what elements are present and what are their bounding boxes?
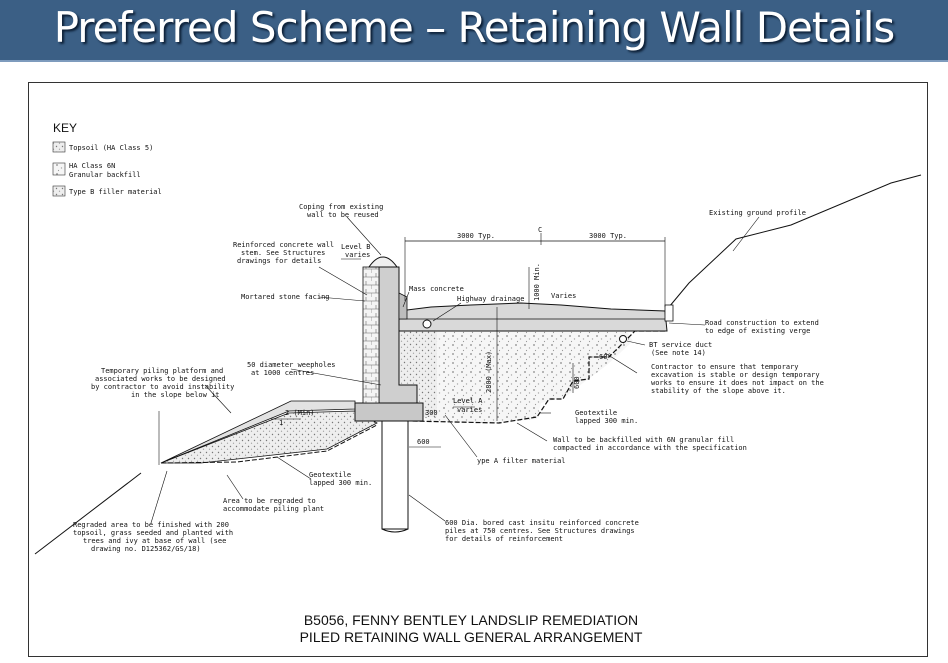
label-piling-platform-4: in the slope below it bbox=[131, 391, 220, 399]
label-dim-1000: 1000 Min. bbox=[533, 263, 541, 301]
label-road-construction-2: to edge of existing verge bbox=[705, 327, 811, 335]
label-regrade-area-1: Area to be regraded to bbox=[223, 497, 316, 505]
sheet-title-line-1: B5056, FENNY BENTLEY LANDSLIP REMEDIATION bbox=[303, 612, 639, 628]
label-geotextile-left-1: Geotextile bbox=[309, 471, 352, 479]
existing-ground-profile-line bbox=[669, 175, 921, 307]
mass-concrete-block bbox=[399, 293, 407, 319]
label-slope-2min: 2 (Min) bbox=[285, 409, 315, 417]
label-piling-platform-2: associated works to be designed bbox=[95, 375, 226, 383]
label-geotextile-right-1: Geotextile bbox=[575, 409, 618, 417]
label-varies-top: Varies bbox=[551, 292, 577, 300]
drawing-frame bbox=[28, 82, 928, 657]
label-regraded-finish-2: topsoil, grass seeded and planted with bbox=[73, 529, 234, 537]
label-dim-300: 300 bbox=[425, 409, 438, 417]
bored-pile bbox=[382, 419, 408, 529]
key-legend bbox=[53, 121, 162, 196]
label-dim-2800: 2800 (Max) bbox=[485, 350, 493, 393]
label-level-b-1: Level B bbox=[341, 243, 371, 251]
label-geotextile-right-2: lapped 300 min. bbox=[575, 417, 639, 425]
key-title: KEY bbox=[53, 121, 78, 135]
label-contractor-4: stability of the slope above it. bbox=[651, 387, 786, 395]
label-backfill-1: Wall to be backfilled with 6N granular fill bbox=[553, 436, 735, 444]
label-type-a-filter: ype A filter material bbox=[477, 457, 566, 465]
key-label-filler: Type B filler material bbox=[69, 188, 162, 196]
label-regraded-finish-1: Regraded area to be finished with 200 bbox=[73, 521, 229, 529]
slide-title: Preferred Scheme – Retaining Wall Details bbox=[53, 3, 895, 52]
label-centreline: C bbox=[538, 226, 543, 234]
key-label-granular-2: Granular backfill bbox=[69, 171, 141, 179]
label-weepholes-1: 50 diameter weepholes bbox=[247, 361, 336, 369]
label-piling-platform-3: by contractor to avoid instability bbox=[91, 383, 235, 391]
label-regraded-finish-4: drawing no. D125362/GS/18) bbox=[91, 545, 201, 553]
label-bt-duct-1: BT service duct bbox=[649, 341, 713, 349]
highway-drain-pipe bbox=[423, 320, 431, 328]
granular-backfill-zone bbox=[405, 319, 633, 423]
label-geotextile-left-2: lapped 300 min. bbox=[309, 479, 373, 487]
key-label-granular-1: HA Class 6N bbox=[69, 162, 116, 170]
label-mass-concrete: Mass concrete bbox=[409, 285, 464, 293]
verge-kerb bbox=[665, 305, 673, 321]
label-regraded-finish-3: trees and ivy at base of wall (see bbox=[83, 537, 227, 545]
label-level-a-2: varies bbox=[457, 406, 483, 414]
label-level-a-1: Level A bbox=[453, 397, 483, 405]
label-road-construction-1: Road construction to extend bbox=[705, 319, 819, 327]
label-dim-3000-left: 3000 Typ. bbox=[457, 232, 495, 240]
label-dim-600-pile: 600 bbox=[417, 438, 430, 446]
bt-duct bbox=[620, 336, 627, 343]
label-bt-duct-2: (See note 14) bbox=[651, 349, 706, 357]
label-piles-1: 600 Dia. bored cast insitu reinforced concrete bbox=[445, 519, 639, 527]
label-piles-2: piles at 750 centres. See Structures drawings bbox=[445, 527, 635, 535]
label-slope-1: 1 bbox=[279, 419, 284, 427]
pile-cap-beam bbox=[355, 403, 423, 421]
key-swatch-granular bbox=[53, 163, 65, 175]
retaining-wall-drawing bbox=[29, 83, 927, 656]
key-label-topsoil: Topsoil (HA Class 5) bbox=[69, 144, 154, 152]
label-weepholes-2: at 1000 centres bbox=[251, 369, 315, 377]
coping-stone bbox=[369, 257, 397, 267]
label-regrade-area-2: accommodate piling plant bbox=[223, 505, 325, 513]
label-dim-600-step: 600 bbox=[573, 376, 581, 389]
label-angle-60: 60° bbox=[599, 353, 612, 361]
label-stem-1: Reinforced concrete wall bbox=[233, 241, 335, 249]
label-contractor-3: works to ensure it does not impact on the bbox=[651, 379, 824, 387]
label-coping-2: wall to be reused bbox=[307, 211, 379, 219]
key-swatch-filler bbox=[53, 186, 65, 196]
label-backfill-2: compacted in accordance with the specification bbox=[553, 444, 747, 452]
label-stem-3: drawings for details bbox=[237, 257, 322, 265]
label-level-b-2: varies bbox=[345, 251, 371, 259]
label-highway-drainage: Highway drainage bbox=[457, 295, 525, 303]
label-dim-3000-right: 3000 Typ. bbox=[589, 232, 627, 240]
label-coping-1: Coping from existing bbox=[299, 203, 384, 211]
sheet-title-line-2: PILED RETAINING WALL GENERAL ARRANGEMENT bbox=[299, 629, 643, 645]
stone-facing bbox=[363, 267, 379, 403]
title-banner bbox=[0, 0, 948, 62]
key-swatch-topsoil bbox=[53, 142, 65, 152]
label-contractor-1: Contractor to ensure that temporary bbox=[651, 363, 799, 371]
label-stem-2: stem. See Structures bbox=[241, 249, 326, 257]
label-contractor-2: excavation is stable or design temporary bbox=[651, 371, 820, 379]
label-stone-facing: Mortared stone facing bbox=[241, 293, 330, 301]
label-piling-platform-1: Temporary piling platform and bbox=[101, 367, 224, 375]
label-piles-3: for details of reinforcement bbox=[445, 535, 564, 543]
label-existing-profile: Existing ground profile bbox=[709, 209, 806, 217]
